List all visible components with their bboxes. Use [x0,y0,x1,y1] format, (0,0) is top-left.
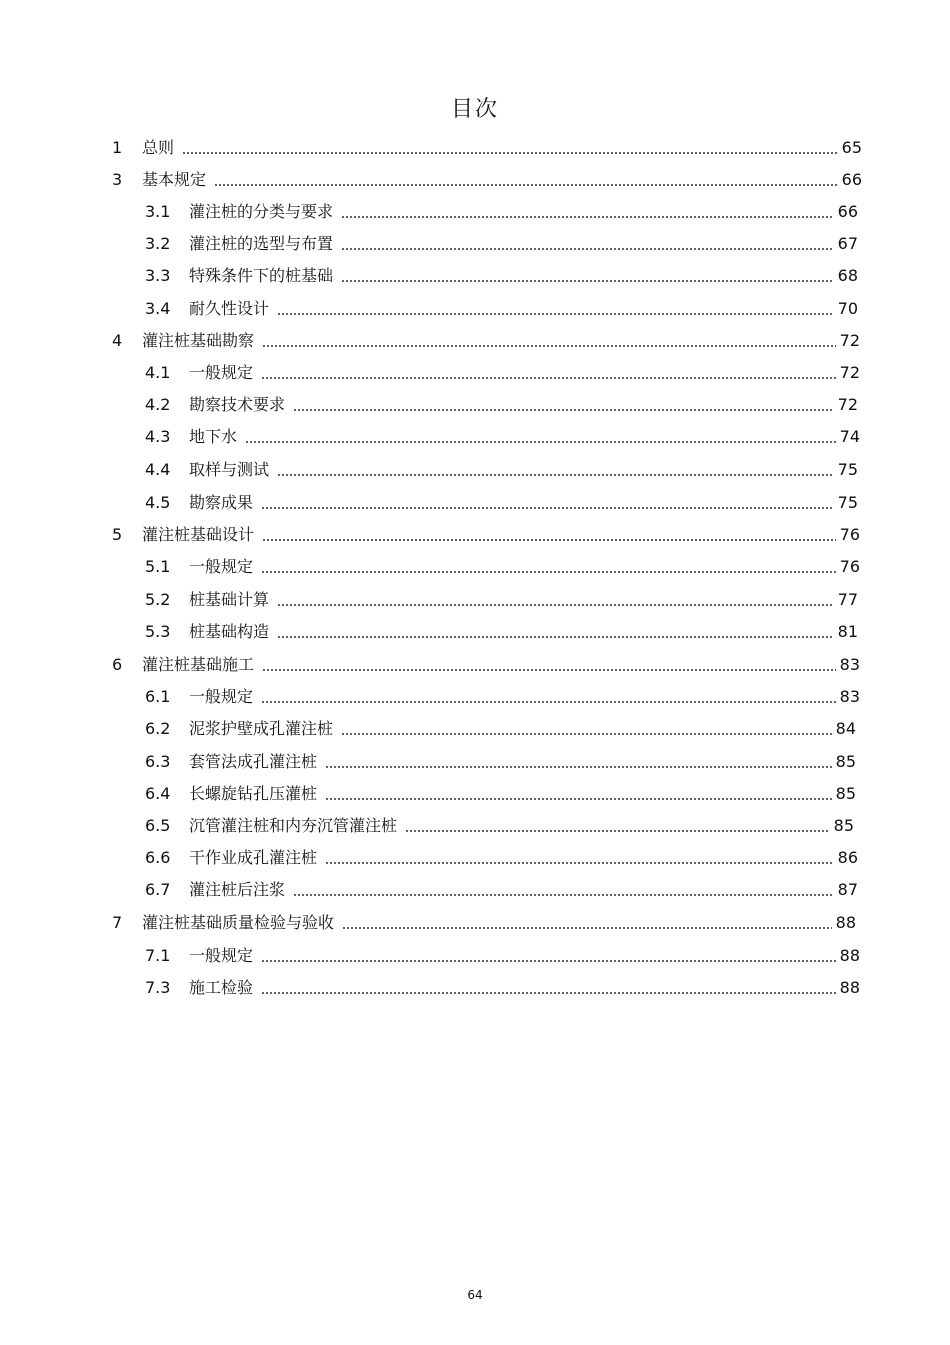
toc-entry-number: 4.1 [145,363,171,382]
dot-leader [341,733,832,735]
toc-entry[interactable] [112,653,860,677]
dot-leader [293,894,834,896]
toc-entry-page: 75 [837,493,858,512]
dot-leader [261,992,836,994]
toc-entry-label: 地下水 [189,427,238,446]
toc-entry-label: 总则 [142,138,175,157]
dot-leader [261,507,834,509]
toc-entry-label: 灌注桩的选型与布置 [189,234,334,253]
toc-entry-number: 6.6 [145,848,171,867]
toc-entry-number: 4.4 [145,460,171,479]
toc-entry-number: 3.3 [145,266,171,285]
toc-entry[interactable] [112,523,860,547]
toc-entry-page: 66 [837,202,858,221]
toc-entry-label: 干作业成孔灌注桩 [189,848,318,867]
toc-entry-page: 81 [837,622,858,641]
dot-leader [261,701,836,703]
footer-page-number: 64 [467,1288,483,1302]
dot-leader [341,280,834,282]
toc-entry-label: 一般规定 [189,946,254,965]
toc-entry-label: 勘察成果 [189,493,254,512]
toc-entry-number: 6.1 [145,687,171,706]
toc-entry-number: 6.5 [145,816,171,835]
toc-entry[interactable] [145,361,860,385]
toc-entry-label: 一般规定 [189,363,254,382]
toc-entry-label: 耐久性设计 [189,299,270,318]
toc-entry-page: 77 [837,590,858,609]
toc-entry-label: 灌注桩基础勘察 [142,331,255,350]
toc-entry-page: 72 [839,363,860,382]
toc-entry-page: 84 [835,719,856,738]
dot-leader [261,571,836,573]
toc-entry-page: 87 [837,880,858,899]
toc-entry[interactable] [145,232,858,256]
toc-entry[interactable] [145,620,858,644]
dot-leader [325,766,832,768]
toc-entry-page: 88 [839,978,860,997]
toc-entry-page: 72 [837,395,858,414]
toc-entry-number: 4.3 [145,427,171,446]
toc-entry-page: 88 [835,913,856,932]
toc-entry-number: 3 [112,170,123,189]
toc-entry[interactable] [145,846,858,870]
toc-entry-page: 76 [839,557,860,576]
toc-entry-number: 3.2 [145,234,171,253]
toc-entry-number: 7.3 [145,978,171,997]
toc-entry-number: 4 [112,331,123,350]
dot-leader [342,927,832,929]
toc-entry-label: 勘察技术要求 [189,395,286,414]
dot-leader [262,345,836,347]
toc-entry[interactable] [145,491,858,515]
toc-entry-page: 85 [833,816,854,835]
toc-entry-label: 套管法成孔灌注桩 [189,752,318,771]
toc-entry-page: 70 [837,299,858,318]
toc-entry-label: 长螺旋钻孔压灌桩 [189,784,318,803]
dot-leader [261,960,836,962]
dot-leader [261,377,836,379]
toc-entry-number: 6.2 [145,719,171,738]
toc-entry[interactable] [145,555,860,579]
toc-entry[interactable] [145,393,858,417]
toc-entry-label: 桩基础构造 [189,622,270,641]
toc-entry[interactable] [112,911,856,935]
dot-leader [277,636,834,638]
dot-leader [325,798,832,800]
toc-entry[interactable] [112,329,860,353]
toc-entry-number: 4.2 [145,395,171,414]
dot-leader [182,152,838,154]
dot-leader [341,216,834,218]
toc-entry[interactable] [112,136,862,160]
toc-entry-number: 6.4 [145,784,171,803]
toc-entry-page: 65 [841,138,862,157]
toc-entry-label: 一般规定 [189,687,254,706]
toc-entry-label: 桩基础计算 [189,590,270,609]
toc-entry-label: 基本规定 [142,170,207,189]
toc-entry-number: 1 [112,138,123,157]
dot-leader [214,184,838,186]
toc-entry-page: 88 [839,946,860,965]
toc-entry-number: 6.7 [145,880,171,899]
toc-entry-number: 3.1 [145,202,171,221]
toc-entry[interactable] [145,200,858,224]
toc-entry[interactable] [145,976,860,1000]
toc-entry-page: 86 [837,848,858,867]
toc-entry[interactable] [145,685,860,709]
toc-entry[interactable] [145,782,856,806]
toc-entry-number: 5.2 [145,590,171,609]
dot-leader [277,313,834,315]
toc-title: 目次 [450,97,499,122]
toc-entry-page: 83 [839,655,860,674]
toc-entry[interactable] [145,297,858,321]
toc-entry-number: 6 [112,655,123,674]
dot-leader [325,862,834,864]
dot-leader [293,409,834,411]
toc-entry-label: 取样与测试 [189,460,270,479]
toc-entry-number: 6.3 [145,752,171,771]
toc-entry[interactable] [145,750,856,774]
dot-leader [262,539,836,541]
dot-leader [277,474,834,476]
toc-entry-label: 灌注桩基础质量检验与验收 [142,913,335,932]
toc-entry-number: 5.1 [145,557,171,576]
toc-entry-page: 85 [835,784,856,803]
dot-leader [341,248,834,250]
toc-entry-label: 泥浆护壁成孔灌注桩 [189,719,334,738]
toc-entry-label: 特殊条件下的桩基础 [189,266,334,285]
toc-entry-number: 3.4 [145,299,171,318]
toc-entry-page: 67 [837,234,858,253]
dot-leader [262,669,836,671]
dot-leader [405,830,830,832]
toc-entry[interactable] [112,168,862,192]
toc-entry-page: 85 [835,752,856,771]
dot-leader [245,441,836,443]
toc-entry[interactable] [145,944,860,968]
toc-entry[interactable] [145,425,860,449]
toc-entry-number: 7.1 [145,946,171,965]
toc-entry-page: 66 [841,170,862,189]
toc-entry-label: 沉管灌注桩和内夯沉管灌注桩 [189,816,398,835]
toc-entry[interactable] [145,264,858,288]
toc-entry-page: 74 [839,427,860,446]
toc-entry-page: 76 [839,525,860,544]
toc-entry-page: 83 [839,687,860,706]
toc-entry-number: 5.3 [145,622,171,641]
toc-entry-page: 68 [837,266,858,285]
toc-entry-page: 75 [837,460,858,479]
toc-entry-label: 施工检验 [189,978,254,997]
toc-entry-page: 72 [839,331,860,350]
toc-entry[interactable] [145,814,854,838]
toc-entry-label: 灌注桩后注浆 [189,880,286,899]
toc-entry-label: 一般规定 [189,557,254,576]
toc-entry[interactable] [145,588,858,612]
toc-entry-label: 灌注桩的分类与要求 [189,202,334,221]
toc-entry-label: 灌注桩基础施工 [142,655,255,674]
toc-entry-number: 5 [112,525,123,544]
toc-entry[interactable] [145,878,858,902]
toc-entry[interactable] [145,458,858,482]
toc-entry-label: 灌注桩基础设计 [142,525,255,544]
toc-entry[interactable] [145,717,856,741]
toc-entry-number: 4.5 [145,493,171,512]
dot-leader [277,604,834,606]
toc-entry-number: 7 [112,913,123,932]
